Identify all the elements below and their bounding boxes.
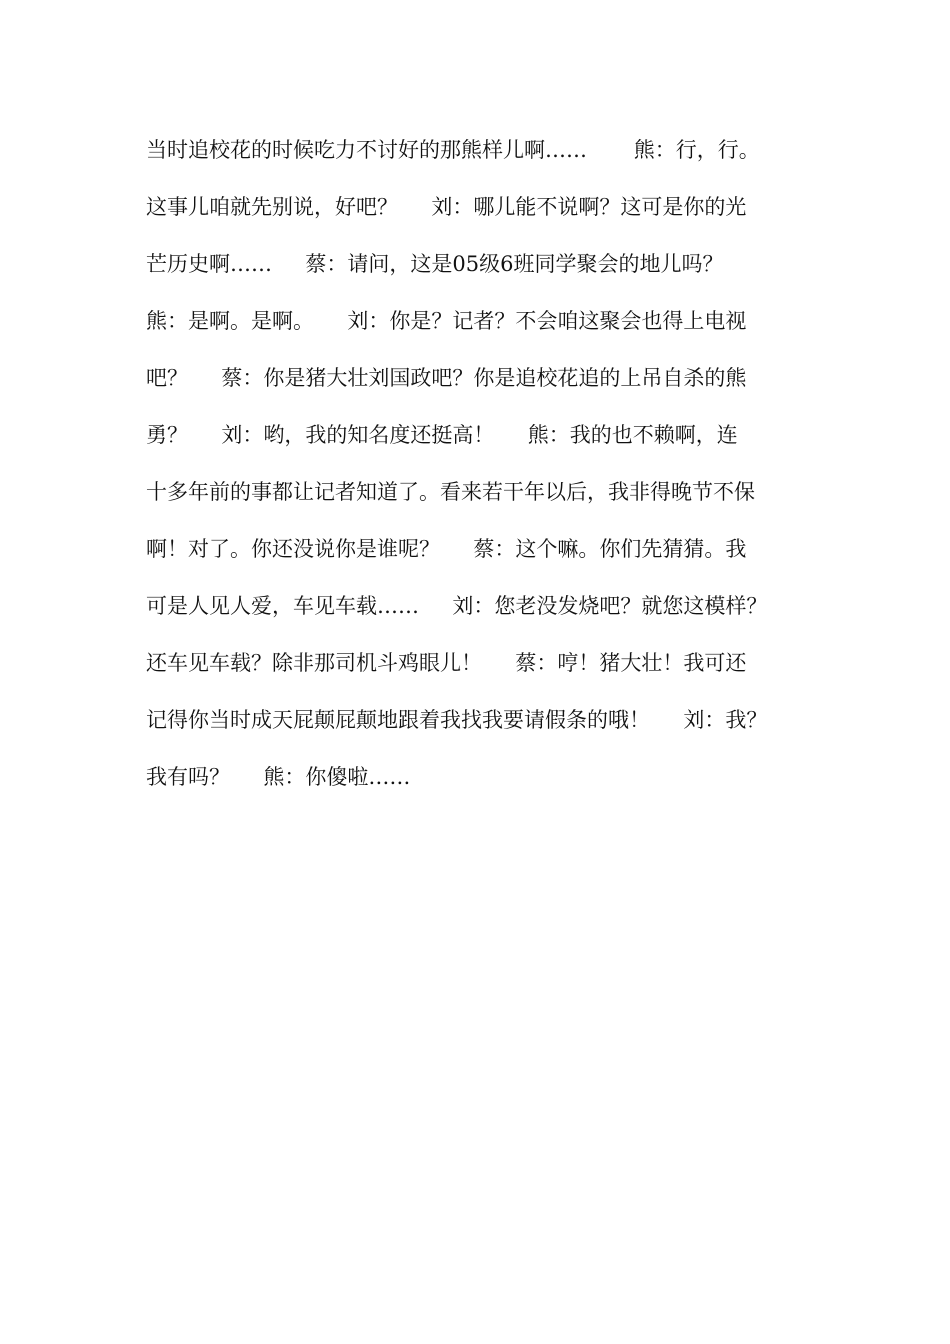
text-line: 熊：是啊。是啊。 刘：你是？记者？不会咱这聚会也得上电视 bbox=[146, 309, 747, 333]
text-line: 我有吗？ 熊：你傻啦…… bbox=[146, 765, 411, 789]
text-line: 啊！对了。你还没说你是谁呢？ 蔡：这个嘛。你们先猜猜。我 bbox=[146, 537, 747, 561]
text-line: 这事儿咱就先别说，好吧？ 刘：哪儿能不说啊？这可是你的光 bbox=[146, 195, 747, 219]
text-line: 芒历史啊…… 蔡：请问，这是05级6班同学聚会的地儿吗？ bbox=[146, 252, 724, 276]
dialogue-text bbox=[146, 132, 836, 816]
text-line: 勇？ 刘：哟，我的知名度还挺高！ 熊：我的也不赖啊，连 bbox=[146, 423, 738, 447]
text-line: 还车见车载？除非那司机斗鸡眼儿！ 蔡：哼！猪大壮！我可还 bbox=[146, 651, 747, 675]
text-line: 吧？ 蔡：你是猪大壮刘国政吧？你是追校花追的上吊自杀的熊 bbox=[146, 366, 747, 390]
text-line: 十多年前的事都让记者知道了。看来若干年以后，我非得晚节不保 bbox=[146, 480, 755, 504]
text-line: 记得你当时成天屁颠屁颠地跟着我找我要请假条的哦！ 刘：我？ bbox=[146, 708, 768, 732]
text-line: 当时追校花的时候吃力不讨好的那熊样儿啊…… 熊：行，行。 bbox=[146, 138, 760, 162]
text-line: 可是人见人爱，车见车载…… 刘：您老没发烧吧？就您这模样？ bbox=[146, 594, 768, 618]
